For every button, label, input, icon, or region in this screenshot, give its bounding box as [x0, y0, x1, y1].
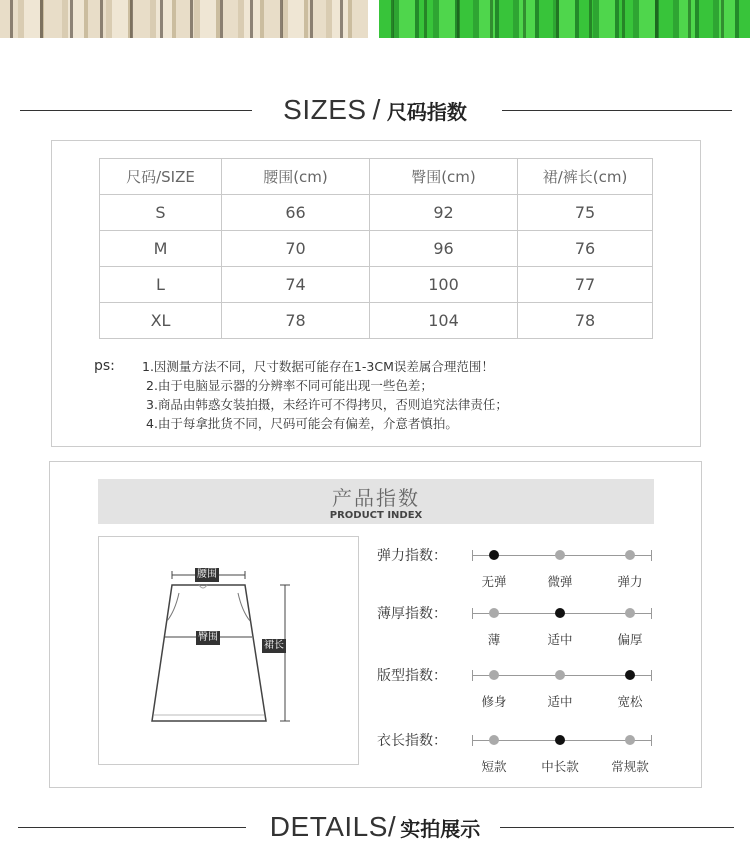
- hip-cell: 92: [370, 195, 518, 231]
- table-row: [100, 231, 653, 267]
- metric-option-label: 弹力: [617, 574, 643, 589]
- length-cell: 76: [518, 231, 653, 267]
- size-notes: [94, 357, 508, 433]
- dot-icon: [489, 608, 499, 618]
- sizes-heading-sep: /: [372, 94, 381, 125]
- metric-scale: [472, 740, 652, 774]
- length-cell: 78: [518, 303, 653, 339]
- dot-icon: [489, 670, 499, 680]
- dot-icon: [555, 550, 565, 560]
- length-metric: [377, 730, 687, 774]
- dot-icon: [625, 735, 635, 745]
- size-chart-box: [51, 140, 701, 447]
- size-table-header: 臀围(cm): [370, 159, 518, 195]
- note-item: 3.商品由韩惑女装拍摄，未经许可不得拷贝，否则追究法律责任；: [146, 397, 508, 412]
- note-item: 4.由于每拿批货不同，尺码可能会有偏差，介意者慎拍。: [146, 416, 458, 431]
- size-table-header-row: [100, 159, 653, 195]
- hip-cell: 104: [370, 303, 518, 339]
- product-index-title-cn: 产品指数: [332, 486, 420, 510]
- metric-label: 版型指数：: [377, 668, 447, 684]
- product-index-title-en: PRODUCT INDEX: [329, 510, 423, 521]
- waist-cell: 74: [222, 267, 370, 303]
- selected-dot-icon: [489, 550, 499, 560]
- selected-dot-icon: [555, 735, 565, 745]
- length-tag: 裙长: [264, 640, 284, 651]
- metric-option-label: 偏厚: [617, 632, 643, 647]
- skirt-outline-icon: [99, 537, 358, 764]
- size-table-header: 尺码/SIZE: [100, 159, 222, 195]
- metric-option-label: 适中: [547, 632, 573, 647]
- metric-scale: [472, 675, 652, 709]
- metric-option-label: 中长款: [541, 759, 579, 774]
- metric-option-label: 常规款: [611, 759, 649, 774]
- size-table-header: 裙/裤长(cm): [518, 159, 653, 195]
- metric-scale: [472, 555, 652, 589]
- product-index-box: [49, 461, 702, 788]
- size-cell: S: [100, 195, 222, 231]
- details-heading-cn: 实拍展示: [400, 817, 481, 841]
- metric-option-label: 宽松: [617, 694, 643, 709]
- note-item: 2.由于电脑显示器的分辨率不同可能出现一些色差；: [146, 378, 433, 393]
- metric-label: 衣长指数：: [377, 733, 447, 749]
- size-cell: XL: [100, 303, 222, 339]
- waist-cell: 70: [222, 231, 370, 267]
- size-cell: L: [100, 267, 222, 303]
- details-heading: [0, 811, 750, 843]
- waist-tag: 腰围: [197, 569, 217, 580]
- sizes-heading-en: SIZES: [283, 94, 367, 125]
- selected-dot-icon: [625, 670, 635, 680]
- table-row: [100, 195, 653, 231]
- details-heading-sep: /: [387, 811, 397, 842]
- metric-option-label: 修身: [481, 694, 507, 709]
- size-cell: M: [100, 231, 222, 267]
- dot-icon: [625, 608, 635, 618]
- waist-cell: 66: [222, 195, 370, 231]
- size-table-header: 腰围(cm): [222, 159, 370, 195]
- table-row: [100, 267, 653, 303]
- hip-cell: 100: [370, 267, 518, 303]
- metric-option-label: 短款: [481, 759, 507, 774]
- skirt-measurement-diagram: [98, 536, 359, 765]
- sizes-heading: [0, 94, 750, 126]
- green-skirt-photo: [379, 0, 750, 38]
- dot-icon: [489, 735, 499, 745]
- beige-skirt-photo: [0, 0, 368, 38]
- hip-cell: 96: [370, 231, 518, 267]
- metric-label: 薄厚指数：: [377, 606, 447, 622]
- metric-option-label: 薄: [487, 632, 501, 647]
- notes-prefix: ps:: [94, 358, 115, 374]
- hip-tag: 臀围: [198, 632, 218, 643]
- product-index-banner: [98, 479, 654, 524]
- metric-scale: [472, 613, 652, 647]
- elasticity-metric: [377, 545, 687, 589]
- metric-option-label: 无弹: [481, 574, 507, 589]
- selected-dot-icon: [555, 608, 565, 618]
- metric-option-label: 微弹: [547, 574, 573, 589]
- length-cell: 75: [518, 195, 653, 231]
- fit-metric: [377, 665, 687, 709]
- metric-label: 弹力指数：: [377, 548, 447, 564]
- table-row: [100, 303, 653, 339]
- dot-icon: [555, 670, 565, 680]
- sizes-heading-cn: 尺码指数: [386, 100, 467, 124]
- length-cell: 77: [518, 267, 653, 303]
- metric-option-label: 适中: [547, 694, 573, 709]
- thickness-metric: [377, 603, 687, 647]
- product-photo-strip: [0, 0, 750, 38]
- details-heading-en: DETAILS: [269, 811, 388, 842]
- waist-cell: 78: [222, 303, 370, 339]
- dot-icon: [625, 550, 635, 560]
- size-table: [99, 158, 653, 339]
- note-item: 1.因测量方法不同，尺寸数据可能存在1-3CM误差属合理范围！: [142, 359, 494, 374]
